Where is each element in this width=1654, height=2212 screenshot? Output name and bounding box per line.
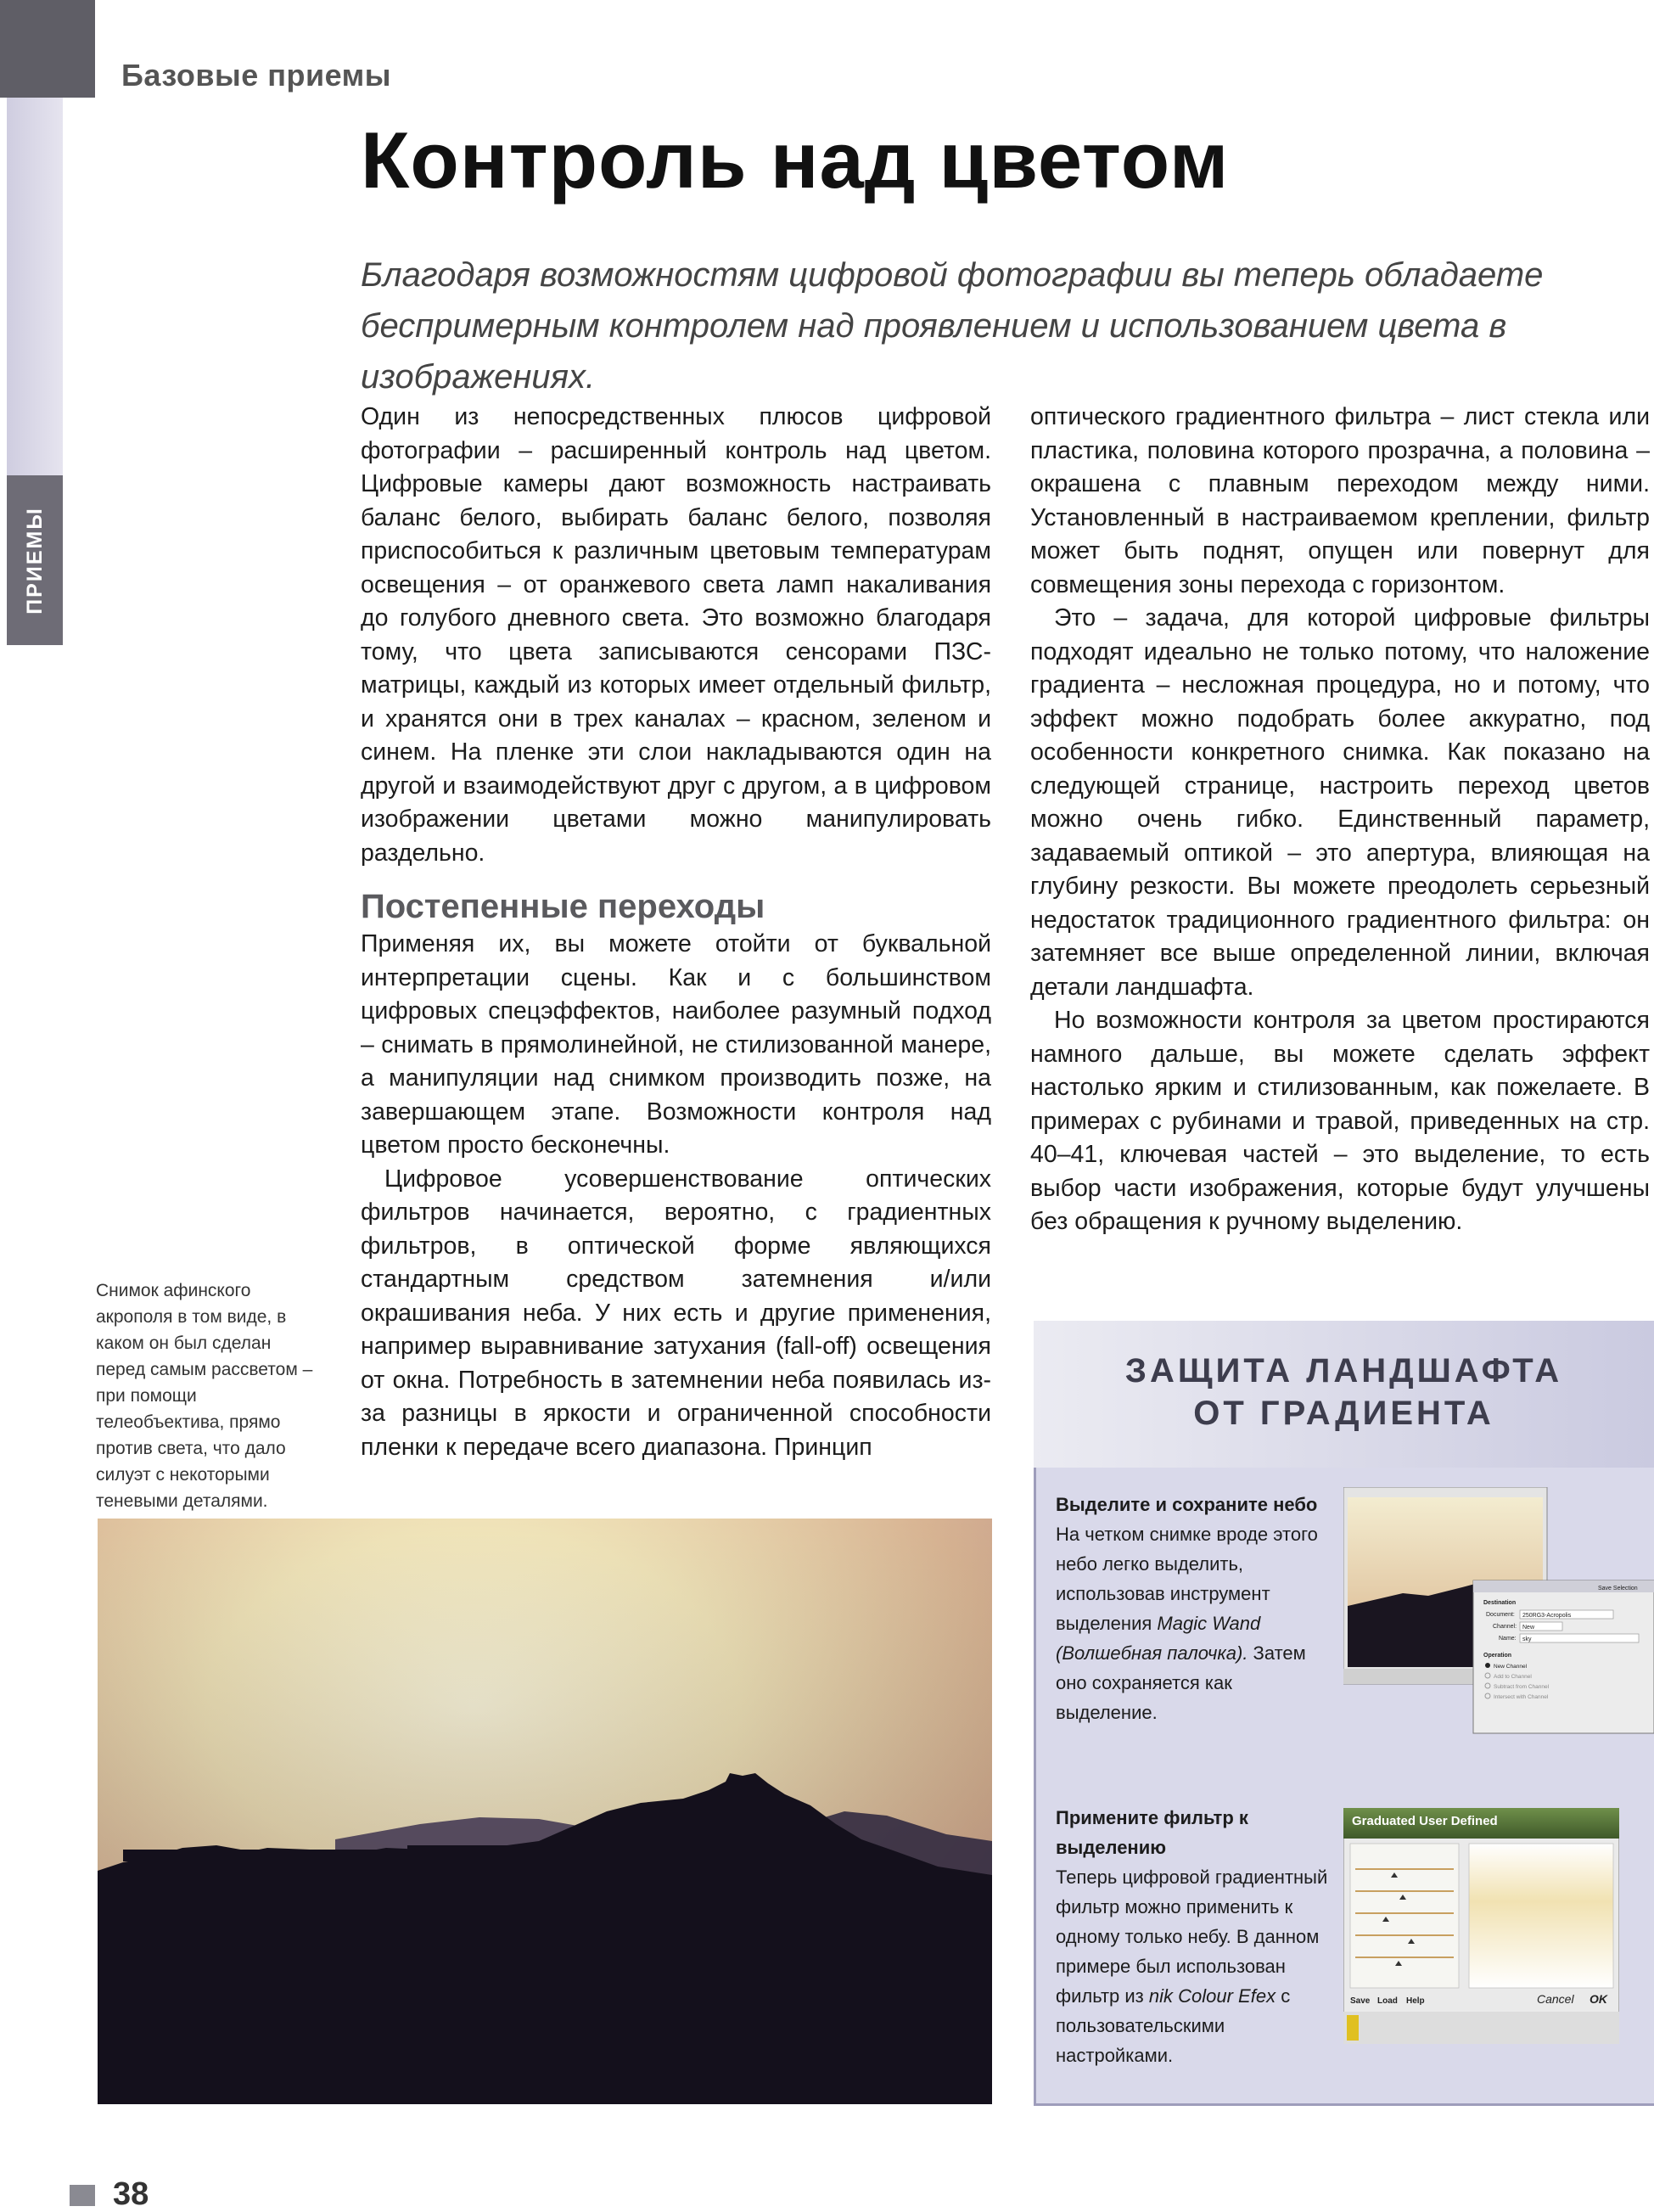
dialog-option: New Channel [1494, 1664, 1528, 1670]
acropolis-photo [98, 1519, 992, 2104]
body-column-right [1030, 401, 1650, 1239]
radio-new-channel[interactable] [1485, 1663, 1490, 1668]
dialog-label: Operation [1483, 1653, 1512, 1659]
nik-logo-icon [1347, 2015, 1359, 2041]
cancel-button[interactable]: Cancel [1537, 1992, 1574, 2006]
step-one: Выделите и сохраните небо На четком снимке вроде этого небо легко выделить, использовав инструмент выделения Magic Wand (Волшебная палочка). Затем оно сохраняется как выделение. [1056, 1490, 1336, 1727]
photo-caption: Снимок афинского акрополя в том виде, в каком он был сделан перед самым рассветом – при помощи телеобъектива, прямо против света, что дало силуэт с некоторыми теневыми деталями. [96, 1281, 313, 1511]
section-label: Базовые приемы [121, 58, 392, 93]
save-button[interactable]: Save [1350, 1996, 1371, 2006]
page-number: 38 [113, 2176, 149, 2212]
dialog-label: Document: [1486, 1612, 1515, 1618]
body-paragraph: Это – задача, для которой цифровые фильтры подходят идеально не только потому, что наложение градиента – несложная процедура, но и потому, что эффект можно подобрать более аккуратно, под особенности конкретного снимка. Как показано на следующей странице, настроить переход цветов можно очень гибко. Единственный параметр, задаваемый оптикой – это апертура, влияющая на глубину резкости. Вы можете преодолеть серьезный недостаток традиционного градиентного фильтра: он затемняет все выше определенной линии, включая детали ландшафта. [1030, 604, 1650, 1001]
section-color-bar [0, 0, 95, 98]
step-two: Примените фильтр к выделению Теперь цифровой градиентный фильтр можно применить к одному только небу. В данном примере был использован фильтр из nik Colour Efex с пользовательскими настройками. [1056, 1803, 1336, 2070]
lead-paragraph: Благодаря возможностям цифровой фотографии вы теперь обладаете беспримерным контролем над проявлением и использованием цвета в изображениях. [361, 256, 1544, 396]
dialog-option: Intersect with Channel [1494, 1694, 1549, 1700]
body-paragraph: оптического градиентного фильтра – лист стекла или пластика, половина которого прозрачна, а половина – окрашена с плавным переходом между ними. Установленный в настраиваемом креплении, фильтр может быть поднят, опущен или повернут для совмещения зоны перехода с горизонтом. [1030, 403, 1650, 598]
subheading: Постепенные переходы [361, 888, 765, 925]
step-one-title: Выделите и сохраните небо [1056, 1494, 1318, 1515]
save-selection-screenshot [1343, 1487, 1654, 1742]
dialog-value: New [1522, 1625, 1535, 1631]
step-two-title: Примените фильтр к выделению [1056, 1807, 1248, 1858]
help-button[interactable]: Help [1406, 1996, 1425, 2006]
dialog-label: Destination [1483, 1600, 1517, 1606]
body-paragraph: Но возможности контроля за цветом простираются намного дальше, вы можете сделать эффект настолько ярким и стилизованным, как пожелаете. В примерах с рубинами и травой, приведенных на стр. 40–41, ключевая частей – это выделение, то есть выбор части изображения, которые будут улучшены без обращения к ручному выделению. [1030, 1007, 1650, 1235]
body-column-left [361, 401, 991, 1464]
sidebar-box-title: ЗАЩИТА ЛАНДШАФТА ОТ ГРАДИЕНТА [1124, 1352, 1563, 1432]
side-tab-label: ПРИЕМЫ [22, 506, 47, 615]
filter-window-title: Graduated User Defined [1352, 1814, 1498, 1828]
body-paragraph: Цифровое усовершенствование оптических фильтров начинается, вероятно, с градиентных фильтров, в оптической форме являющихся стандартным средством затемнения и/или окрашивания неба. У них есть и другие применения, например выравнивание затухания (fall-off) освещения от окна. Потребность в затемнении неба появилась из-за разницы в яркости и ограниченной способности пленки к передаче всего диапазона. Принцип [361, 1165, 991, 1461]
dialog-value: 250RG3-Acropolis [1522, 1613, 1572, 1619]
dialog-label: Channel: [1493, 1624, 1517, 1630]
filter-preview [1469, 1844, 1613, 1988]
body-paragraph: Один из непосредственных плюсов цифровой фотографии – расширенный контроль над цветом. Цифровые камеры дают возможность настраивать баланс белого, выбирать баланс белого, позволяя приспособиться к различным цветовым температурам освещения – от оранжевого света ламп накаливания до голубого дневного света. Это возможно благодаря тому, что цвета записываются сенсорами ПЗС-матрицы, каждый из которых имеет отдельный фильтр, и хранятся они в трех каналах – красном, зеленом и синем. На пленке эти слои накладываются один на другой и взаимодействуют друг с другом, а в цифровом изображении цветами можно манипулировать раздельно. [361, 403, 991, 867]
dialog-option: Subtract from Channel [1494, 1684, 1550, 1690]
name-input[interactable] [1520, 1634, 1639, 1642]
page-title: Контроль над цветом [361, 115, 1230, 205]
dialog-value: sky [1522, 1637, 1532, 1642]
gradient-filter-screenshot [1343, 1808, 1619, 2044]
page-number-marker [70, 2185, 95, 2206]
dialog-label: Name: [1499, 1636, 1517, 1642]
dialog-option: Add to Channel [1494, 1674, 1532, 1680]
body-paragraph: Применяя их, вы можете отойти от буквальной интерпретации сцены. Как и с большинством цифровых спецэффектов, наиболее разумный подход – снимать в прямолинейной, не стилизованной манере, а манипуляции над снимком производить позже, на завершающем этапе. Возможности контроля над цветом просто бесконечны. [361, 930, 991, 1159]
ok-button[interactable]: OK [1590, 1992, 1607, 2006]
load-button[interactable]: Load [1377, 1996, 1398, 2006]
dialog-title: Save Selection [1598, 1586, 1638, 1592]
